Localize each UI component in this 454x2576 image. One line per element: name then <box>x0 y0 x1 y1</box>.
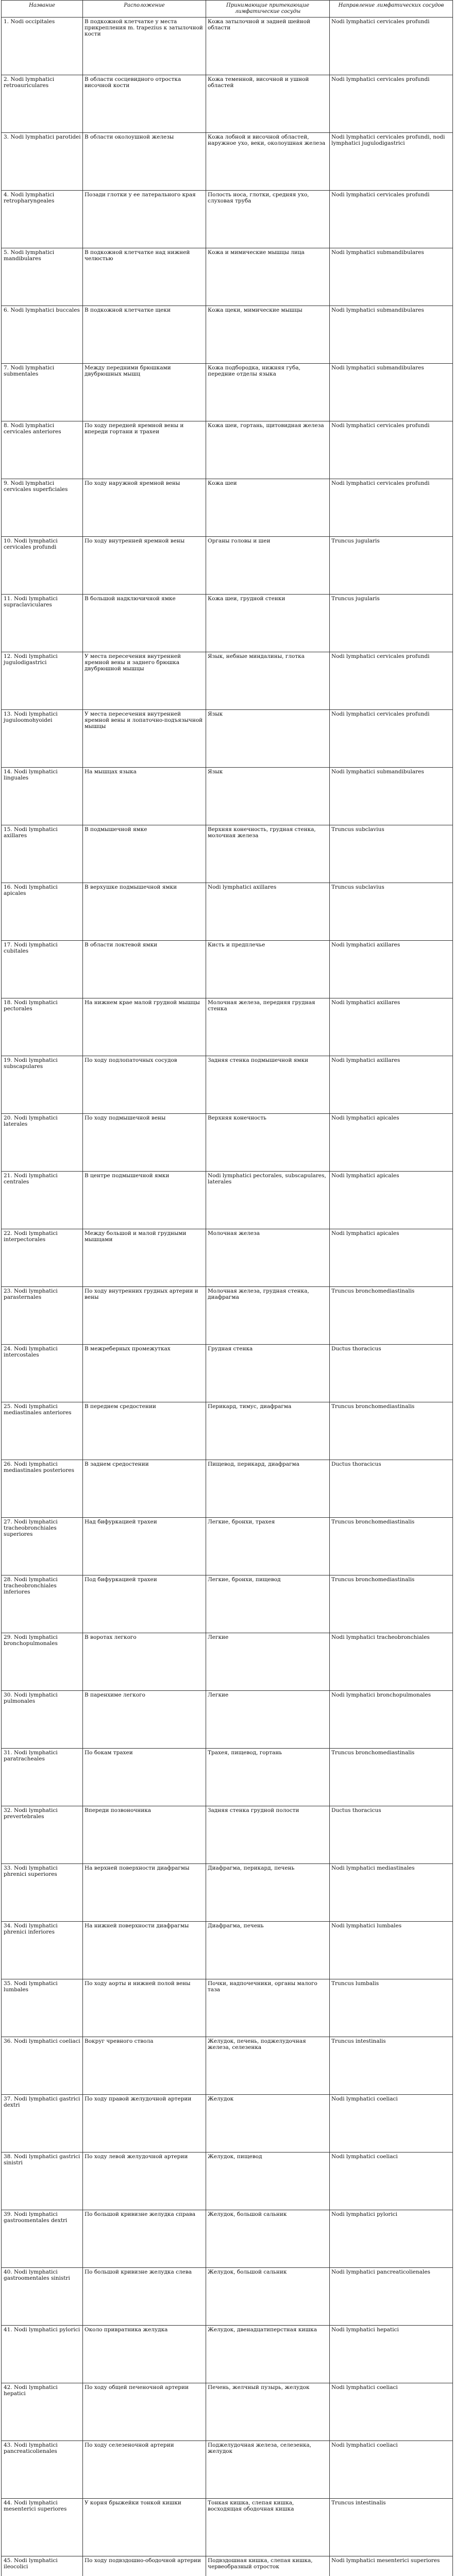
name-cell: 45. Nodi lymphatici ileocolici <box>2 2556 83 2576</box>
efferent-direction-cell: Nodi lymphatici submandibulares <box>330 363 453 421</box>
afferent-vessels-cell: Желудок <box>206 2094 330 2152</box>
afferent-vessels-cell: Легкие, бронхи, трахея <box>206 1517 330 1575</box>
afferent-vessels-cell: Верхняя конечность, грудная стенка, молочная железа <box>206 825 330 883</box>
location-cell: По бокам трахеи <box>83 1748 206 1806</box>
column-header-location: Расположение <box>83 1 206 18</box>
name-cell: 36. Nodi lymphatici coeliaci <box>2 2037 83 2094</box>
location-cell: По большой кривизне желудка слева <box>83 2267 206 2325</box>
efferent-direction-cell: Truncus lumbalis <box>330 1979 453 2037</box>
location-cell: По ходу внутренней яремной вены <box>83 536 206 594</box>
table-row <box>2 825 453 883</box>
efferent-direction-cell: Ductus thoracicus <box>330 1460 453 1517</box>
efferent-direction-cell: Nodi lymphatici axillares <box>330 998 453 1056</box>
location-cell: На верхней поверхности диафрагмы <box>83 1863 206 1921</box>
afferent-vessels-cell: Язык <box>206 767 330 825</box>
afferent-vessels-cell: Диафрагма, перикард, печень <box>206 1863 330 1921</box>
location-cell: В переднем средостении <box>83 1402 206 1460</box>
efferent-direction-cell: Nodi lymphatici coeliaci <box>330 2383 453 2441</box>
location-cell: По ходу левой желудочной артерии <box>83 2152 206 2210</box>
location-cell: В верхушке подмышечной ямки <box>83 883 206 940</box>
afferent-vessels-cell: Кожа и мимические мышцы лица <box>206 248 330 306</box>
efferent-direction-cell: Truncus bronchomediastinalis <box>330 1286 453 1344</box>
afferent-vessels-cell: Молочная железа, грудная стенка, диафрагма <box>206 1286 330 1344</box>
location-cell: По ходу правой желудочной артерии <box>83 2094 206 2152</box>
location-cell: Около привратника желудка <box>83 2325 206 2383</box>
name-cell: 37. Nodi lymphatici gastrici dextri <box>2 2094 83 2152</box>
table-row <box>2 1748 453 1806</box>
location-cell: В центре подмышечной ямки <box>83 1171 206 1229</box>
table-row <box>2 2094 453 2152</box>
efferent-direction-cell: Nodi lymphatici coeliaci <box>330 2152 453 2210</box>
name-cell: 27. Nodi lymphatici tracheobronchiales superiores <box>2 1517 83 1575</box>
table-row <box>2 2037 453 2094</box>
table-row <box>2 1286 453 1344</box>
efferent-direction-cell: Nodi lymphatici cervicales profundi <box>330 652 453 709</box>
column-header-name: Название <box>2 1 83 18</box>
location-cell: В паренхиме легкого <box>83 1690 206 1748</box>
efferent-direction-cell: Truncus bronchomediastinalis <box>330 1575 453 1633</box>
efferent-direction-cell: Nodi lymphatici submandibulares <box>330 248 453 306</box>
table-row <box>2 2498 453 2556</box>
table-row <box>2 652 453 709</box>
location-cell: Над бифуркацией трахеи <box>83 1517 206 1575</box>
name-cell: 12. Nodi lymphatici jugulodigastrici <box>2 652 83 709</box>
table-row <box>2 2556 453 2576</box>
location-cell: По ходу подвздошно-ободочной артерии <box>83 2556 206 2576</box>
location-cell: В межреберных промежутках <box>83 1344 206 1402</box>
name-cell: 7. Nodi lymphatici submentales <box>2 363 83 421</box>
location-cell: В подкожной клетчатке над нижней челюстью <box>83 248 206 306</box>
name-cell: 25. Nodi lymphatici mediastinales anteriores <box>2 1402 83 1460</box>
table-row <box>2 1863 453 1921</box>
afferent-vessels-cell: Кисть и предплечье <box>206 940 330 998</box>
efferent-direction-cell: Nodi lymphatici coeliaci <box>330 2094 453 2152</box>
table-row <box>2 1171 453 1229</box>
table-row <box>2 1921 453 1979</box>
name-cell: 3. Nodi lymphatici parotidei <box>2 132 83 190</box>
table-row <box>2 1575 453 1633</box>
efferent-direction-cell: Nodi lymphatici bronchopulmonales <box>330 1690 453 1748</box>
afferent-vessels-cell: Кожа подбородка, нижняя губа, передние отделы языка <box>206 363 330 421</box>
afferent-vessels-cell: Кожа затылочной и задней шейной области <box>206 17 330 75</box>
name-cell: 9. Nodi lymphatici cervicales superficiales <box>2 479 83 536</box>
location-cell: По ходу подлопаточных сосудов <box>83 1056 206 1113</box>
table-row <box>2 2210 453 2267</box>
location-cell: В подмышечной ямке <box>83 825 206 883</box>
header-row <box>2 1 453 18</box>
name-cell: 22. Nodi lymphatici interpectorales <box>2 1229 83 1286</box>
table-row <box>2 594 453 652</box>
afferent-vessels-cell: Желудок, большой сальник <box>206 2210 330 2267</box>
name-cell: 31. Nodi lymphatici paratracheales <box>2 1748 83 1806</box>
afferent-vessels-cell: Кожа шеи <box>206 479 330 536</box>
efferent-direction-cell: Nodi lymphatici submandibulares <box>330 306 453 363</box>
location-cell: На мышцах языка <box>83 767 206 825</box>
name-cell: 5. Nodi lymphatici mandibulares <box>2 248 83 306</box>
name-cell: 28. Nodi lymphatici tracheobronchiales inferiores <box>2 1575 83 1633</box>
name-cell: 17. Nodi lymphatici cubitales <box>2 940 83 998</box>
name-cell: 20. Nodi lymphatici laterales <box>2 1113 83 1171</box>
afferent-vessels-cell: Органы головы и шеи <box>206 536 330 594</box>
location-cell: В области околоушной железы <box>83 132 206 190</box>
efferent-direction-cell: Ductus thoracicus <box>330 1806 453 1863</box>
efferent-direction-cell: Truncus bronchomediastinalis <box>330 1402 453 1460</box>
name-cell: 8. Nodi lymphatici cervicales anteriores <box>2 421 83 479</box>
table-row <box>2 421 453 479</box>
name-cell: 6. Nodi lymphatici buccales <box>2 306 83 363</box>
name-cell: 33. Nodi lymphatici phrenici superiores <box>2 1863 83 1921</box>
table-row <box>2 1056 453 1113</box>
table-row <box>2 883 453 940</box>
location-cell: По ходу аорты и нижней полой вены <box>83 1979 206 2037</box>
efferent-direction-cell: Nodi lymphatici lumbales <box>330 1921 453 1979</box>
location-cell: У корня брыжейки тонкой кишки <box>83 2498 206 2556</box>
efferent-direction-cell: Truncus intestinalis <box>330 2037 453 2094</box>
efferent-direction-cell: Nodi lymphatici cervicales profundi <box>330 709 453 767</box>
efferent-direction-cell: Nodi lymphatici cervicales profundi <box>330 479 453 536</box>
afferent-vessels-cell: Тонкая кишка, слепая кишка, восходящая ободочная кишка <box>206 2498 330 2556</box>
location-cell: Вокруг чревного ствола <box>83 2037 206 2094</box>
name-cell: 40. Nodi lymphatici gastroomentales sinistri <box>2 2267 83 2325</box>
efferent-direction-cell: Nodi lymphatici coeliaci <box>330 2441 453 2498</box>
efferent-direction-cell: Truncus bronchomediastinalis <box>330 1748 453 1806</box>
location-cell: По ходу наружной яремной вены <box>83 479 206 536</box>
efferent-direction-cell: Truncus subclavius <box>330 883 453 940</box>
name-cell: 15. Nodi lymphatici axillares <box>2 825 83 883</box>
name-cell: 4. Nodi lymphatici retropharyngeales <box>2 190 83 248</box>
efferent-direction-cell: Truncus subclavius <box>330 825 453 883</box>
table-row <box>2 132 453 190</box>
table-row <box>2 709 453 767</box>
efferent-direction-cell: Nodi lymphatici mediastinales <box>330 1863 453 1921</box>
name-cell: 43. Nodi lymphatici pancreaticolienales <box>2 2441 83 2498</box>
efferent-direction-cell: Nodi lymphatici pancreaticolienales <box>330 2267 453 2325</box>
table-row <box>2 536 453 594</box>
name-cell: 13. Nodi lymphatici juguloomohyoidei <box>2 709 83 767</box>
afferent-vessels-cell: Легкие <box>206 1633 330 1690</box>
efferent-direction-cell: Nodi lymphatici axillares <box>330 1056 453 1113</box>
name-cell: 39. Nodi lymphatici gastroomentales dextri <box>2 2210 83 2267</box>
table-row <box>2 2383 453 2441</box>
name-cell: 32. Nodi lymphatici prevertebrales <box>2 1806 83 1863</box>
afferent-vessels-cell: Nodi lymphatici axillares <box>206 883 330 940</box>
table-row <box>2 1113 453 1171</box>
table-row <box>2 1460 453 1517</box>
table-row <box>2 1344 453 1402</box>
efferent-direction-cell: Truncus bronchomediastinalis <box>330 1517 453 1575</box>
location-cell: В большой надключичной ямке <box>83 594 206 652</box>
location-cell: По большой кривизне желудка справа <box>83 2210 206 2267</box>
table-row <box>2 190 453 248</box>
efferent-direction-cell: Ductus thoracicus <box>330 1344 453 1402</box>
name-cell: 41. Nodi lymphatici pylorici <box>2 2325 83 2383</box>
afferent-vessels-cell: Пищевод, перикард, диафрагма <box>206 1460 330 1517</box>
name-cell: 11. Nodi lymphatici supraclaviculares <box>2 594 83 652</box>
table-row <box>2 363 453 421</box>
table-row <box>2 2267 453 2325</box>
afferent-vessels-cell: Кожа лобной и височной областей, наружное ухо, веки, околоушная железа <box>206 132 330 190</box>
location-cell: В области локтевой ямки <box>83 940 206 998</box>
afferent-vessels-cell: Трахея, пищевод, гортань <box>206 1748 330 1806</box>
afferent-vessels-cell: Язык, небные миндалины, глотка <box>206 652 330 709</box>
afferent-vessels-cell: Кожа щеки, мимические мышцы <box>206 306 330 363</box>
afferent-vessels-cell: Молочная железа, передняя грудная стенка <box>206 998 330 1056</box>
afferent-vessels-cell: Легкие, бронхи, пищевод <box>206 1575 330 1633</box>
location-cell: В подкожной клетчатке щеки <box>83 306 206 363</box>
name-cell: 10. Nodi lymphatici cervicales profundi <box>2 536 83 594</box>
afferent-vessels-cell: Кожа теменной, височной и ушной областей <box>206 75 330 132</box>
efferent-direction-cell: Nodi lymphatici cervicales profundi <box>330 190 453 248</box>
name-cell: 21. Nodi lymphatici centrales <box>2 1171 83 1229</box>
afferent-vessels-cell: Nodi lymphatici pectorales, subscapulares, laterales <box>206 1171 330 1229</box>
afferent-vessels-cell: Кожа шеи, гортань, щитовидная железа <box>206 421 330 479</box>
efferent-direction-cell: Truncus intestinalis <box>330 2498 453 2556</box>
name-cell: 30. Nodi lymphatici pulmonales <box>2 1690 83 1748</box>
table-row <box>2 306 453 363</box>
name-cell: 42. Nodi lymphatici hepatici <box>2 2383 83 2441</box>
table-row <box>2 1690 453 1748</box>
table-header <box>2 1 453 18</box>
afferent-vessels-cell: Полость носа, глотки, средняя ухо, слуховая труба <box>206 190 330 248</box>
location-cell: В подкожной клетчатке у места прикрепления m. trapezius к затылочной кости <box>83 17 206 75</box>
afferent-vessels-cell: Задняя стенка грудной полости <box>206 1806 330 1863</box>
table-row <box>2 2325 453 2383</box>
location-cell: По ходу подмышечной вены <box>83 1113 206 1171</box>
efferent-direction-cell: Nodi lymphatici mesenterici superiores <box>330 2556 453 2576</box>
efferent-direction-cell: Nodi lymphatici hepatici <box>330 2325 453 2383</box>
efferent-direction-cell: Nodi lymphatici axillares <box>330 940 453 998</box>
table-row <box>2 767 453 825</box>
name-cell: 24. Nodi lymphatici intercostales <box>2 1344 83 1402</box>
afferent-vessels-cell: Перикард, тимус, диафрагма <box>206 1402 330 1460</box>
afferent-vessels-cell: Желудок, двенадцатиперстная кишка <box>206 2325 330 2383</box>
afferent-vessels-cell: Кожа шеи, грудной стенки <box>206 594 330 652</box>
name-cell: 23. Nodi lymphatici parasternales <box>2 1286 83 1344</box>
efferent-direction-cell: Nodi lymphatici cervicales profundi, nodi lymphatici jugulodigastrici <box>330 132 453 190</box>
table-row <box>2 2152 453 2210</box>
afferent-vessels-cell: Желудок, большой сальник <box>206 2267 330 2325</box>
efferent-direction-cell: Nodi lymphatici cervicales profundi <box>330 75 453 132</box>
table-row <box>2 1633 453 1690</box>
location-cell: Между передними брюшками двубрюшных мышц <box>83 363 206 421</box>
efferent-direction-cell: Nodi lymphatici apicales <box>330 1171 453 1229</box>
column-header-afferent-vessels: Принимающие притекающие лимфатические сосуды <box>206 1 330 18</box>
efferent-direction-cell: Truncus jugularis <box>330 594 453 652</box>
afferent-vessels-cell: Подвздошная кишка, слепая кишка, червеобразный отросток <box>206 2556 330 2576</box>
table-row <box>2 75 453 132</box>
efferent-direction-cell: Nodi lymphatici submandibulares <box>330 767 453 825</box>
afferent-vessels-cell: Молочная железа <box>206 1229 330 1286</box>
location-cell: Под бифуркацией трахеи <box>83 1575 206 1633</box>
table-row <box>2 1229 453 1286</box>
efferent-direction-cell: Nodi lymphatici pylorici <box>330 2210 453 2267</box>
table-row <box>2 1517 453 1575</box>
efferent-direction-cell: Nodi lymphatici cervicales profundi <box>330 421 453 479</box>
afferent-vessels-cell: Легкие <box>206 1690 330 1748</box>
location-cell: На нижнем крае малой грудной мышцы <box>83 998 206 1056</box>
afferent-vessels-cell: Почки, надпочечники, органы малого таза <box>206 1979 330 2037</box>
table-row <box>2 479 453 536</box>
afferent-vessels-cell: Желудок, печень, поджелудочная железа, селезенка <box>206 2037 330 2094</box>
name-cell: 19. Nodi lymphatici subscapulares <box>2 1056 83 1113</box>
location-cell: Впереди позвоночника <box>83 1806 206 1863</box>
location-cell: По ходу селезеночной артерии <box>83 2441 206 2498</box>
efferent-direction-cell: Nodi lymphatici apicales <box>330 1229 453 1286</box>
name-cell: 35. Nodi lymphatici lumbales <box>2 1979 83 2037</box>
afferent-vessels-cell: Желудок, пищевод <box>206 2152 330 2210</box>
name-cell: 26. Nodi lymphatici mediastinales posteriores <box>2 1460 83 1517</box>
location-cell: Между большой и малой грудными мышцами <box>83 1229 206 1286</box>
name-cell: 29. Nodi lymphatici bronchopulmonales <box>2 1633 83 1690</box>
location-cell: У места пересечения внутренней яремной вены и заднего брюшка двубрюшной мышцы <box>83 652 206 709</box>
column-header-efferent-direction: Направление лимфатических сосудов <box>330 1 453 18</box>
name-cell: 44. Nodi lymphatici mesenterici superiores <box>2 2498 83 2556</box>
location-cell: По ходу передней яремной вены и впереди гортани и трахеи <box>83 421 206 479</box>
table-row <box>2 940 453 998</box>
afferent-vessels-cell: Грудная стенка <box>206 1344 330 1402</box>
efferent-direction-cell: Truncus jugularis <box>330 536 453 594</box>
table-row <box>2 17 453 75</box>
name-cell: 2. Nodi lymphatici retroauriculares <box>2 75 83 132</box>
table-body <box>2 17 453 2576</box>
location-cell: В области сосцевидного отростка височной кости <box>83 75 206 132</box>
name-cell: 1. Nodi occipitales <box>2 17 83 75</box>
location-cell: У места пересечения внутренней яремной вены и лопаточно-подъязычной мышцы <box>83 709 206 767</box>
table-row <box>2 1806 453 1863</box>
location-cell: По ходу общей печеночной артерии <box>83 2383 206 2441</box>
name-cell: 18. Nodi lymphatici pectorales <box>2 998 83 1056</box>
name-cell: 14. Nodi lymphatici linguales <box>2 767 83 825</box>
efferent-direction-cell: Nodi lymphatici tracheobronchiales <box>330 1633 453 1690</box>
table-row <box>2 1402 453 1460</box>
location-cell: На нижней поверхности диафрагмы <box>83 1921 206 1979</box>
afferent-vessels-cell: Задняя стенка подмышечной ямки <box>206 1056 330 1113</box>
table-row <box>2 2441 453 2498</box>
afferent-vessels-cell: Печень, желчный пузырь, желудок <box>206 2383 330 2441</box>
name-cell: 38. Nodi lymphatici gastrici sinistri <box>2 2152 83 2210</box>
afferent-vessels-cell: Язык <box>206 709 330 767</box>
afferent-vessels-cell: Верхняя конечность <box>206 1113 330 1171</box>
afferent-vessels-cell: Диафрагма, печень <box>206 1921 330 1979</box>
location-cell: В заднем средостении <box>83 1460 206 1517</box>
location-cell: Позади глотки у ее латерального края <box>83 190 206 248</box>
lymph-nodes-table <box>1 0 453 2576</box>
location-cell: В воротах легкого <box>83 1633 206 1690</box>
location-cell: По ходу внутренних грудных артерии и вены <box>83 1286 206 1344</box>
table-row <box>2 248 453 306</box>
name-cell: 34. Nodi lymphatici phrenici inferiores <box>2 1921 83 1979</box>
afferent-vessels-cell: Поджелудочная железа, селезенка, желудок <box>206 2441 330 2498</box>
table-row <box>2 1979 453 2037</box>
table-row <box>2 998 453 1056</box>
efferent-direction-cell: Nodi lymphatici cervicales profundi <box>330 17 453 75</box>
efferent-direction-cell: Nodi lymphatici apicales <box>330 1113 453 1171</box>
name-cell: 16. Nodi lymphatici apicales <box>2 883 83 940</box>
